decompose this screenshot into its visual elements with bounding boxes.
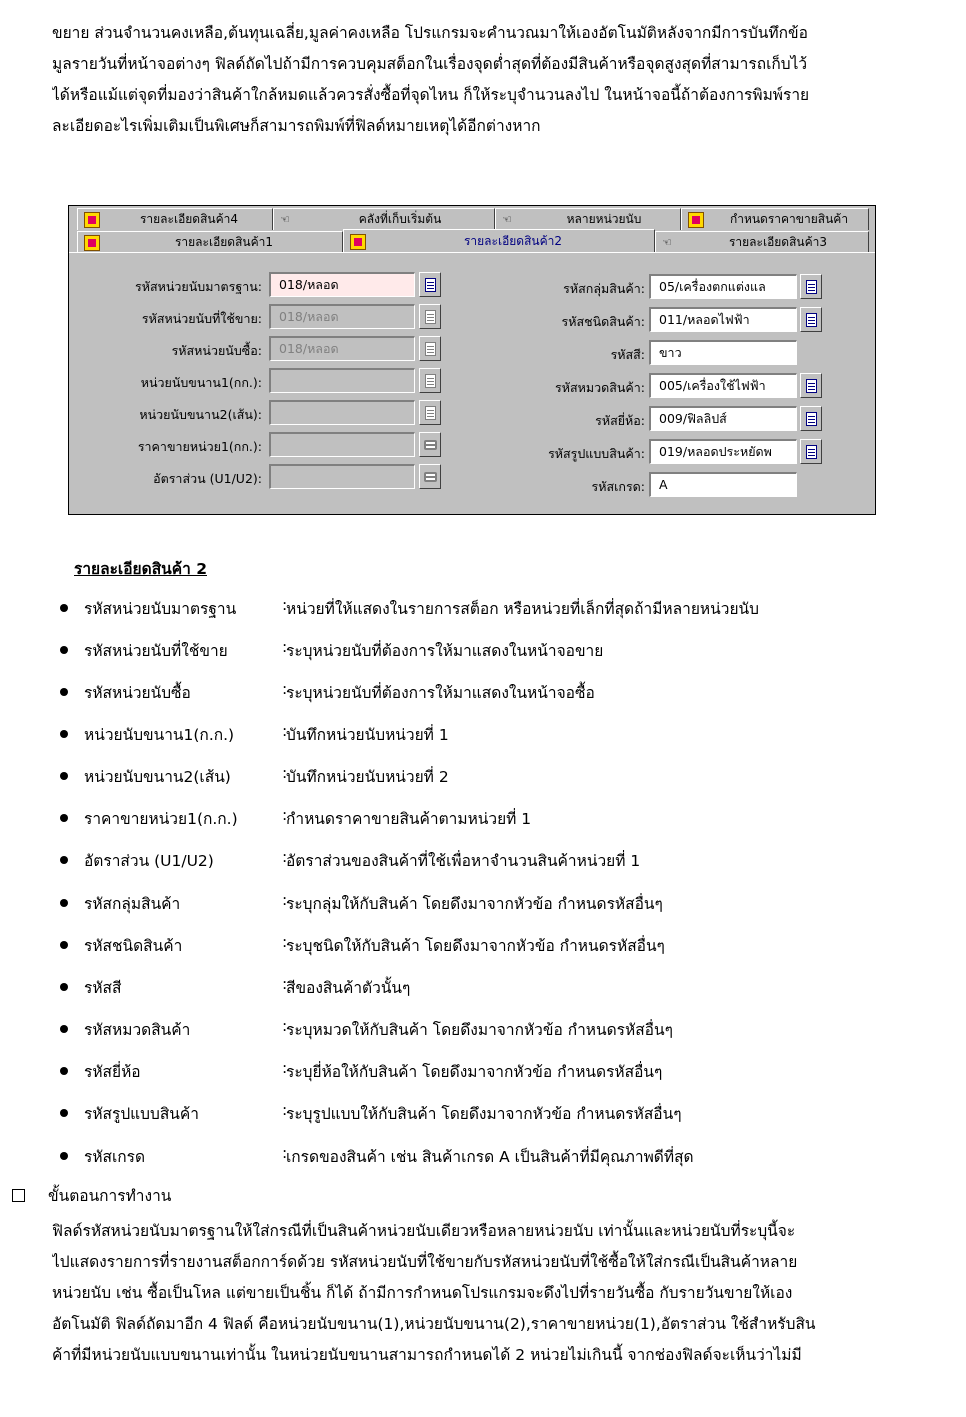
tab-label: หลายหน่วยนับ — [566, 212, 642, 226]
grade-code-input[interactable]: A — [649, 472, 797, 497]
procedure-line: หน่วยนับ เช่น ซื้อเป็นโหล แต่ขายเป็นชิ้น ก็ได้ ถ้ามีการกำหนดโปรแกรมจะดึงไปที่รายวันซื้อ กับรายวันขายให้เอง — [52, 1284, 793, 1302]
item-name: รหัสเกรด — [84, 1148, 146, 1166]
colon: : — [282, 806, 288, 824]
document-icon — [84, 212, 100, 228]
lookup-button[interactable] — [800, 307, 822, 332]
tab-label: รายละเอียดสินค้า2 — [463, 234, 563, 248]
field-label: รหัสกลุ่มสินค้า: — [563, 281, 645, 296]
item-desc: อัตราส่วนของสินค้าที่ใช้เพื่อหาจำนวนสินค้าหน่วยที่ 1 — [286, 852, 641, 870]
field-label: รหัสหน่วยนับที่ใช้ขาย: — [141, 311, 262, 326]
item-desc: ระบุหน่วยนับที่ต้องการให้มาแสดงในหน้าจอซื้อ — [286, 684, 595, 702]
colon: : — [282, 1144, 288, 1162]
standard-unit-code-input[interactable]: 018/หลอด — [269, 272, 415, 297]
pointing-hand-icon: ☜ — [502, 212, 512, 226]
bullet — [60, 1109, 68, 1117]
item-name: รหัสกลุ่มสินค้า — [84, 895, 181, 913]
colon: : — [282, 722, 288, 740]
item-desc: กำหนดราคาขายสินค้าตามหน่วยที่ 1 — [286, 810, 532, 828]
bullet — [60, 1025, 68, 1033]
bullet — [60, 772, 68, 780]
field-label: ราคาขายหน่วย1(กก.): — [137, 439, 262, 454]
intro-line: ขยาย ส่วนจำนวนคงเหลือ,ต้นทุนเฉลี่ย,มูลค่าคงเหลือ โปรแกรมจะคำนวณมาให้เองอัตโนมัติหลังจากมีการบันทึกข้อ — [52, 24, 808, 42]
lookup-button[interactable] — [800, 274, 822, 299]
document-icon — [425, 406, 436, 420]
colon: : — [282, 1101, 288, 1119]
item-desc: เกรดของสินค้า เช่น สินค้าเกรด A เป็นสินค้าที่มีคุณภาพดีที่สุด — [286, 1148, 694, 1166]
bullet — [60, 688, 68, 696]
color-code-input[interactable]: ขาว — [649, 340, 797, 365]
calculator-icon — [424, 472, 437, 482]
item-name: รหัสหน่วยนับที่ใช้ขาย — [84, 642, 228, 660]
document-icon — [425, 342, 436, 356]
bullet — [60, 646, 68, 654]
document-icon — [806, 379, 817, 393]
bullet — [60, 1152, 68, 1160]
item-desc: บันทึกหน่วยนับหน่วยที่ 2 — [286, 768, 449, 786]
item-name: รหัสยี่ห้อ — [84, 1063, 141, 1081]
document-icon — [425, 310, 436, 324]
tab-label: กำหนดราคาขายสินค้า — [729, 212, 849, 226]
calculator-icon — [424, 440, 437, 450]
tab-product-detail-4[interactable] — [77, 208, 273, 230]
document-icon — [425, 374, 436, 388]
field-label: รหัสรูปแบบสินค้า: — [548, 446, 645, 461]
item-name: ราคาขายหน่วย1(ก.ก.) — [84, 810, 238, 828]
bullet — [60, 814, 68, 822]
document-icon — [688, 212, 704, 228]
item-desc: ระบุกลุ่มให้กับสินค้า โดยดึงมาจากหัวข้อ กำหนดรหัสอื่นๆ — [286, 895, 663, 913]
colon: : — [282, 680, 288, 698]
pointing-hand-icon: ☜ — [280, 212, 290, 226]
tab-product-detail-2[interactable] — [343, 229, 655, 253]
colon: : — [282, 1059, 288, 1077]
field-label: อัตราส่วน (U1/U2): — [153, 471, 262, 486]
lookup-button[interactable] — [800, 439, 822, 464]
item-desc: หน่วยที่ให้แสดงในรายการสต็อก หรือหน่วยที่เล็กที่สุดถ้ามีหลายหน่วยนับ — [286, 600, 759, 618]
intro-line: ละเอียดอะไรเพิ่มเติมเป็นพิเศษก็สามารถพิมพ์ที่ฟิลด์หมายเหตุได้อีกต่างหาก — [52, 117, 541, 135]
procedure-line: ไปแสดงรายการที่รายงานสต็อกการ์ดด้วย รหัสหน่วยนับที่ใช้ขายกับรหัสหน่วยนับที่ใช้ซื้อให้ใส่กรณีเป็นสินค้าหลาย — [52, 1253, 798, 1271]
calculator-button[interactable] — [419, 464, 441, 489]
field-label: รหัสเกรด: — [591, 479, 645, 494]
document-icon — [350, 234, 366, 250]
lookup-button[interactable] — [419, 336, 441, 361]
lookup-button[interactable] — [800, 373, 822, 398]
selling-unit-code-input[interactable]: 018/หลอด — [269, 304, 415, 329]
intro-line: มูลรายวันที่หน้าจอต่างๆ ฟิลด์ถัดไปถ้ามีการควบคุมสต็อกในเรื่องจุดต่ำสุดที่ต้องมีสินค้าหรือจุดสูงสุดที่สามารถเก็บไว้ — [52, 55, 808, 73]
item-desc: ระบุหน่วยนับที่ต้องการให้มาแสดงในหน้าจอขาย — [286, 642, 604, 660]
lookup-button[interactable] — [800, 406, 822, 431]
item-name: รหัสหน่วยนับซื้อ — [84, 684, 191, 702]
bullet — [60, 856, 68, 864]
lookup-button[interactable] — [419, 400, 441, 425]
tab-product-detail-1[interactable] — [77, 231, 343, 253]
brand-code-input[interactable]: 009/ฟิลลิปส์ — [649, 406, 797, 431]
colon: : — [282, 638, 288, 656]
bullet — [60, 941, 68, 949]
bullet — [60, 899, 68, 907]
product-group-code-input[interactable]: 05/เครื่องตกแต่งแล — [649, 274, 797, 299]
product-type-code-input[interactable]: 011/หลอดไฟฟ้า — [649, 307, 797, 332]
item-desc: บันทึกหน่วยนับหน่วยที่ 1 — [286, 726, 449, 744]
tab-label: รายละเอียดสินค้า4 — [139, 212, 239, 226]
field-label: รหัสสี: — [610, 347, 645, 362]
item-name: หน่วยนับขนาน1(ก.ก.) — [84, 726, 235, 744]
unit-ratio-input[interactable] — [269, 464, 415, 489]
field-label: รหัสหน่วยนับซื้อ: — [171, 343, 262, 358]
calculator-button[interactable] — [419, 432, 441, 457]
checkbox-bullet-icon — [12, 1189, 25, 1202]
item-name: รหัสหมวดสินค้า — [84, 1021, 191, 1039]
unit-1-price-input[interactable] — [269, 432, 415, 457]
document-icon — [806, 313, 817, 327]
tab-label: รายละเอียดสินค้า3 — [728, 235, 828, 249]
tab-label: รายละเอียดสินค้า1 — [174, 235, 274, 249]
item-name: รหัสรูปแบบสินค้า — [84, 1105, 199, 1123]
product-category-code-input[interactable]: 005/เครื่องใช้ไฟฟ้า — [649, 373, 797, 398]
item-desc: ระบุชนิดให้กับสินค้า โดยดึงมาจากหัวข้อ กำหนดรหัสอื่นๆ — [286, 937, 665, 955]
document-icon — [806, 445, 817, 459]
item-desc: ระบุยี่ห้อให้กับสินค้า โดยดึงมาจากหัวข้อ กำหนดรหัสอื่นๆ — [286, 1063, 663, 1081]
parallel-unit-2-input[interactable] — [269, 400, 415, 425]
colon: : — [282, 848, 288, 866]
colon: : — [282, 596, 288, 614]
field-label: หน่วยนับขนาน2(เส้น): — [139, 407, 262, 422]
bullet — [60, 730, 68, 738]
document-icon — [806, 280, 817, 294]
product-style-code-input[interactable]: 019/หลอดประหยัดพ — [649, 439, 797, 464]
tab-set-selling-price[interactable] — [681, 208, 869, 230]
parallel-unit-1-input[interactable] — [269, 368, 415, 393]
colon: : — [282, 975, 288, 993]
colon: : — [282, 1017, 288, 1035]
item-desc: สีของสินค้าตัวนั้นๆ — [286, 979, 411, 997]
bullet — [60, 604, 68, 612]
item-desc: ระบุหมวดให้กับสินค้า โดยดึงมาจากหัวข้อ กำหนดรหัสอื่นๆ — [286, 1021, 673, 1039]
lookup-button[interactable] — [419, 304, 441, 329]
procedure-title: ขั้นตอนการทำงาน — [48, 1187, 172, 1205]
intro-line: ได้หรือแม้แต่จุดที่มองว่าสินค้าใกล้หมดแล้วควรสั่งซื้อที่จุดไหน ก็ให้ระบุจำนวนลงไป ในหน้าจอนี้ถ้าต้องการพิมพ์ราย — [52, 86, 810, 104]
product-detail-window — [68, 205, 876, 515]
purchase-unit-code-input[interactable]: 018/หลอด — [269, 336, 415, 361]
lookup-button[interactable] — [419, 368, 441, 393]
item-name: รหัสชนิดสินค้า — [84, 937, 183, 955]
tab-label: คลังที่เก็บเริ่มต้น — [358, 212, 442, 226]
lookup-button[interactable] — [419, 272, 441, 297]
bullet — [60, 1067, 68, 1075]
intro-paragraph — [52, 18, 937, 142]
tab-product-detail-3[interactable] — [655, 231, 869, 253]
tab-default-warehouse[interactable] — [273, 208, 495, 230]
item-name: รหัสหน่วยนับมาตรฐาน — [84, 600, 237, 618]
section-title: รายละเอียดสินค้า 2 — [74, 560, 207, 578]
item-name: รหัสสี — [84, 979, 122, 997]
field-label: รหัสหมวดสินค้า: — [555, 380, 645, 395]
tab-multiple-units[interactable] — [495, 208, 681, 230]
item-desc: ระบุรูปแบบให้กับสินค้า โดยดึงมาจากหัวข้อ กำหนดรหัสอื่นๆ — [286, 1105, 682, 1123]
item-name: อัตราส่วน (U1/U2) — [84, 852, 214, 870]
bullet — [60, 983, 68, 991]
procedure-paragraph — [52, 1216, 937, 1371]
colon: : — [282, 933, 288, 951]
colon: : — [282, 891, 288, 909]
document-icon — [425, 278, 436, 292]
field-label: รหัสชนิดสินค้า: — [561, 314, 645, 329]
pointing-hand-icon: ☜ — [662, 235, 672, 249]
item-name: หน่วยนับขนาน2(เส้น) — [84, 768, 231, 786]
field-label: รหัสหน่วยนับมาตรฐาน: — [135, 279, 262, 294]
colon: : — [282, 764, 288, 782]
document-icon — [806, 412, 817, 426]
procedure-line: อัตโนมัติ ฟิลด์ถัดมาอีก 4 ฟิลด์ คือหน่วยนับขนาน(1),หน่วยนับขนาน(2),ราคาขายหน่วย(1),อัตราส่วน ใช้สำหรับสิน — [52, 1315, 816, 1333]
field-label: รหัสยี่ห้อ: — [595, 413, 645, 428]
document-icon — [84, 235, 100, 251]
procedure-line: ฟิลด์รหัสหน่วยนับมาตรฐานให้ใส่กรณีที่เป็นสินค้าหน่วยนับเดียวหรือหลายหน่วยนับ เท่านั้นและหน่วยนับที่ระบุนี้จะ — [52, 1222, 796, 1240]
procedure-line: ค้าที่มีหน่วยนับแบบขนานเท่านั้น ในหน่วยนับขนานสามารถกำหนดได้ 2 หน่วยไม่เกินนี้ จากช่องฟิลด์จะเห็นว่าไม่มี — [52, 1346, 802, 1364]
tab-divider — [69, 252, 875, 253]
field-label: หน่วยนับขนาน1(กก.): — [140, 375, 262, 390]
